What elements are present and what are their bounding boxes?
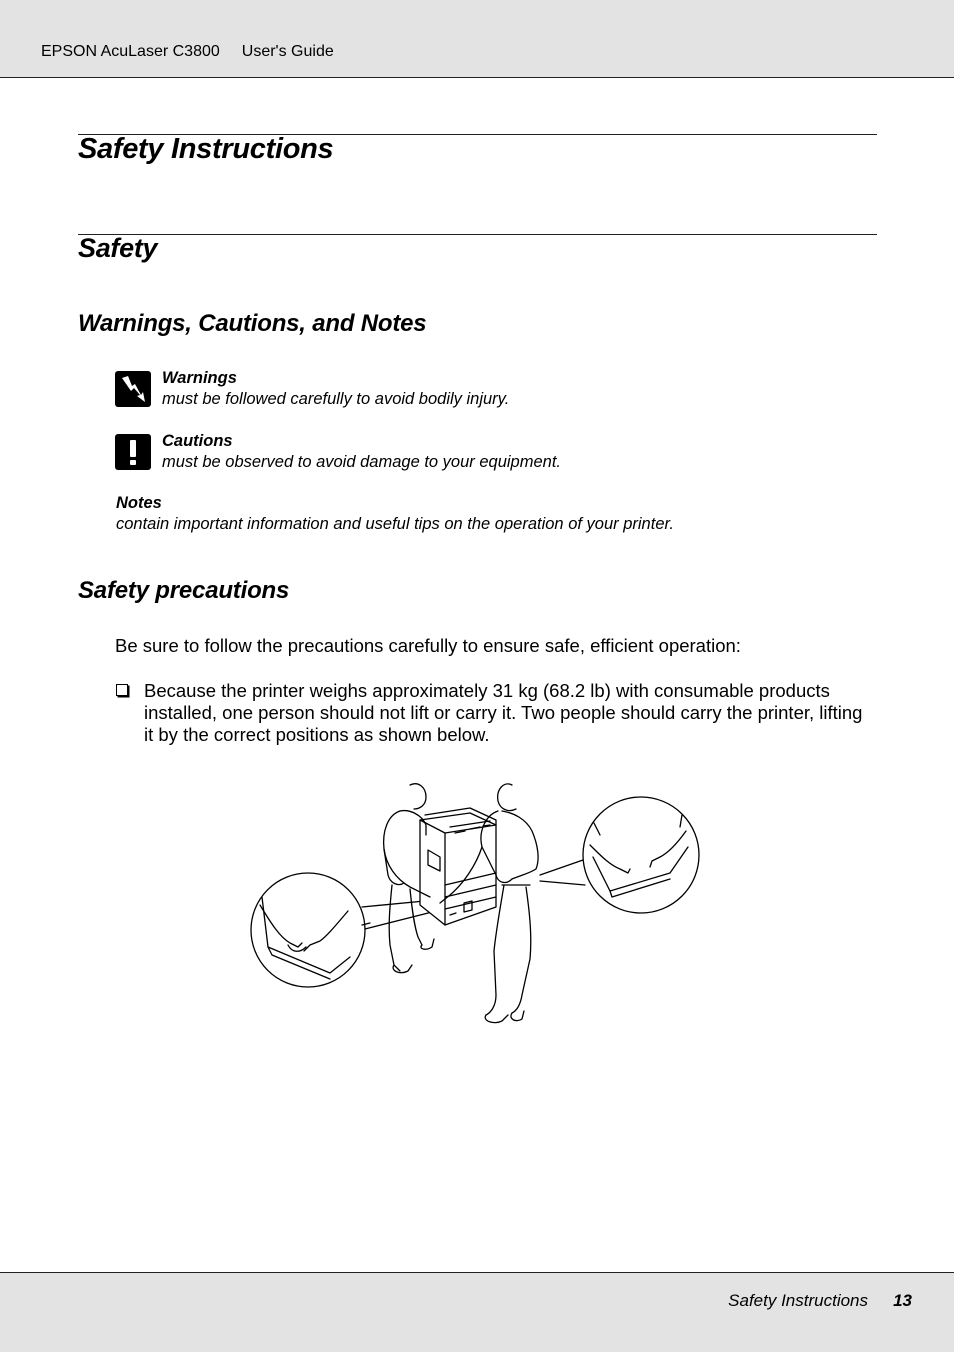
precautions-intro: Be sure to follow the precautions carefully to ensure safe, efficient operation: (115, 635, 741, 656)
page-footer (0, 1272, 954, 1352)
header-text (41, 43, 334, 61)
cautions-title: Cautions (162, 432, 233, 450)
printer-lifting-illustration (250, 775, 705, 1025)
page-title: Safety Instructions (78, 133, 334, 165)
section-heading: Safety (78, 233, 158, 263)
warnings-text: must be followed carefully to avoid bodily injury. (162, 390, 510, 408)
bullet-checkbox-icon (116, 684, 128, 696)
subsection-heading-notes: Warnings, Cautions, and Notes (78, 310, 427, 337)
header-doc-title: User's Guide (241, 43, 334, 60)
notes-title: Notes (116, 494, 162, 512)
page-header (0, 0, 954, 78)
bullet-item: Because the printer weighs approximately 31 kg (68.2 lb) with consumable products installed, one person should not lift or carry it. Two people should carry the printer, lifting it by the correct positions as shown below. (144, 680, 863, 745)
footer-section-title: Safety Instructions (728, 1291, 868, 1310)
cautions-text: must be observed to avoid damage to your equipment. (162, 453, 561, 471)
caution-exclamation-icon (115, 434, 151, 470)
subsection-heading-precautions: Safety precautions (78, 577, 290, 604)
header-product: EPSON AcuLaser C3800 (41, 43, 220, 60)
footer-page-number: 13 (893, 1291, 912, 1310)
warning-lightning-icon (115, 371, 151, 407)
section-rule (78, 234, 877, 235)
warnings-title: Warnings (162, 369, 237, 387)
notes-text: contain important information and useful tips on the operation of your printer. (116, 515, 674, 533)
